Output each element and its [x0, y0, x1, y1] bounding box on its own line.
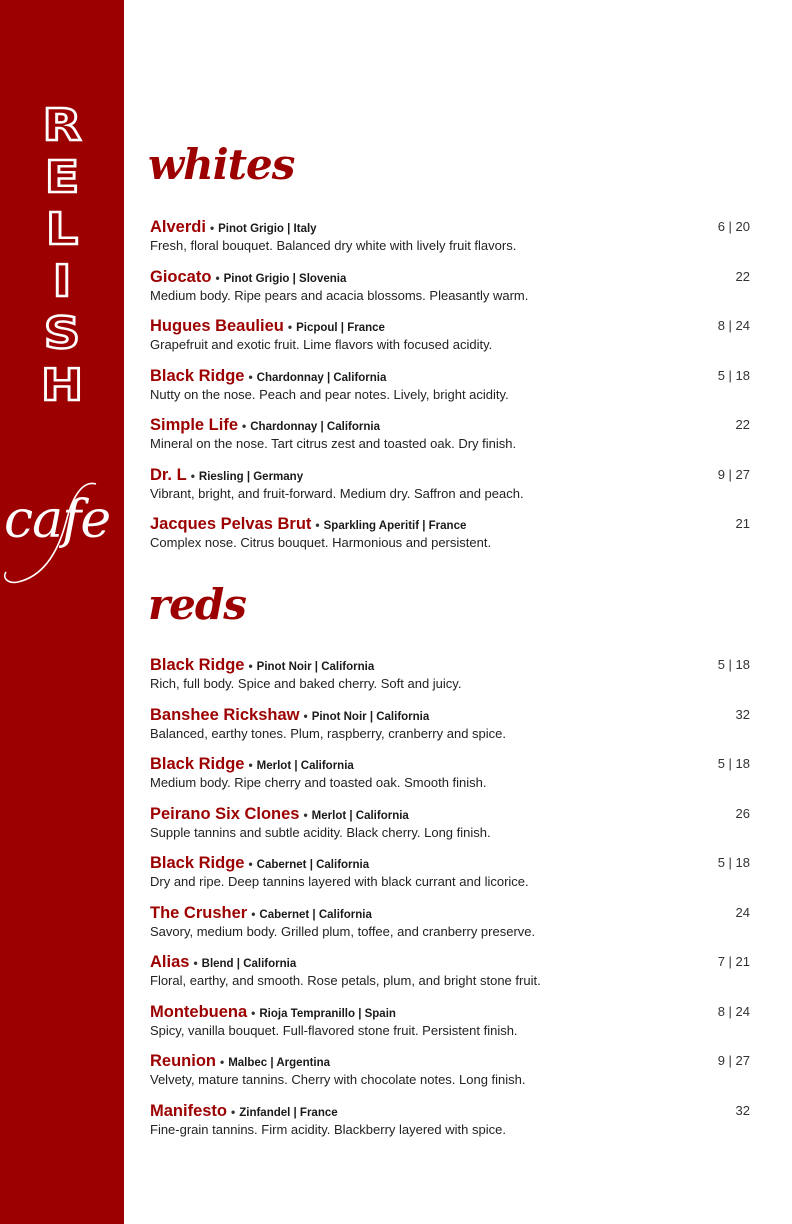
- wine-title-line: [150, 1102, 338, 1121]
- wine-item: [150, 416, 750, 466]
- wine-item: [150, 367, 750, 417]
- brand-letter: R: [42, 100, 82, 151]
- bullet-icon: •: [303, 807, 308, 822]
- wine-price: 5 | 18: [717, 367, 750, 383]
- wine-varietal: Picpoul | France: [296, 322, 385, 334]
- wine-varietal: Malbec | Argentina: [228, 1057, 331, 1069]
- reds-list: [150, 656, 750, 1151]
- wine-name: Reunion: [150, 1052, 216, 1070]
- wine-title-line: [150, 1003, 396, 1022]
- wine-item: [150, 953, 750, 1003]
- wine-name: Hugues Beaulieu: [150, 317, 284, 335]
- wine-item: [150, 854, 750, 904]
- wine-varietal: Merlot | California: [256, 760, 354, 772]
- wine-price: 6 | 20: [717, 219, 750, 234]
- wine-price: 24: [735, 904, 750, 920]
- wine-name: The Crusher: [150, 903, 248, 922]
- wine-varietal: Pinot Noir | California: [311, 710, 430, 723]
- wine-description: Mineral on the nose. Tart citrus zest and toasted oak. Dry finish.: [150, 436, 517, 451]
- bullet-icon: •: [248, 857, 253, 871]
- wine-item: [150, 1102, 750, 1152]
- wine-item: [150, 805, 750, 855]
- whites-list: [150, 218, 750, 565]
- bullet-icon: •: [287, 320, 293, 334]
- wine-title-line: [150, 805, 409, 824]
- wine-name: Black Ridge: [150, 854, 245, 872]
- wine-price: 32: [735, 706, 750, 722]
- wine-title-line: [150, 317, 385, 336]
- wine-description: Supple tannins and subtle acidity. Black cherry. Long finish.: [150, 824, 491, 840]
- wine-description: Nutty on the nose. Peach and pear notes. Lively, bright acidity.: [150, 386, 509, 402]
- wine-description: Velvety, mature tannins. Cherry with chocolate notes. Long finish.: [150, 1072, 526, 1087]
- wine-description: Rich, full body. Spice and baked cherry. Soft and juicy.: [150, 676, 462, 691]
- wine-varietal: Chardonnay | California: [256, 371, 387, 384]
- wine-name: Dr. L: [150, 465, 187, 484]
- wine-price: 22: [735, 417, 750, 432]
- wine-varietal: Rioja Tempranillo | Spain: [259, 1007, 396, 1020]
- wine-title-line: [150, 755, 354, 774]
- wine-price: 5 | 18: [717, 756, 750, 771]
- wine-varietal: Pinot Grigio | Italy: [218, 223, 317, 235]
- brand-script-logo: [0, 478, 124, 588]
- bullet-icon: •: [190, 468, 195, 483]
- wine-name: Montebuena: [150, 1002, 248, 1021]
- wine-name: Peirano Six Clones: [150, 804, 300, 823]
- wine-title-line: [150, 1052, 330, 1071]
- bullet-icon: •: [303, 708, 308, 723]
- brand-letter: E: [44, 152, 80, 203]
- wine-name: Alverdi: [150, 218, 206, 236]
- wine-description: Floral, earthy, and smooth. Rose petals, plum, and bright stone fruit.: [150, 973, 541, 988]
- brand-letter: H: [40, 360, 84, 411]
- wine-name: Simple Life: [150, 416, 239, 434]
- wine-varietal: Pinot Noir | California: [256, 661, 375, 673]
- wine-title-line: [150, 268, 346, 287]
- wine-title-line: [150, 904, 372, 923]
- wine-name: Jacques Pelvas Brut: [150, 515, 312, 533]
- wine-price: 32: [735, 1102, 750, 1118]
- brand-letter: L: [45, 204, 79, 255]
- bullet-icon: •: [242, 419, 247, 433]
- bullet-icon: •: [248, 758, 253, 772]
- wine-varietal: Zinfandel | France: [239, 1106, 338, 1119]
- wine-description: Balanced, earthy tones. Plum, raspberry, cranberry and spice.: [150, 725, 506, 741]
- wine-title-line: [150, 466, 303, 485]
- wine-description: Fine-grain tannins. Firm acidity. Blackberry layered with spice.: [150, 1121, 506, 1137]
- bullet-icon: •: [193, 956, 198, 970]
- wine-name: Black Ridge: [150, 755, 245, 773]
- wine-item: [150, 656, 750, 706]
- wine-price: 9 | 27: [717, 466, 750, 482]
- section-heading-reds: reds: [148, 580, 246, 629]
- wine-name: Alias: [150, 953, 190, 971]
- wine-varietal: Cabernet | California: [256, 859, 370, 871]
- wine-item: [150, 904, 750, 954]
- wine-varietal: Merlot | California: [311, 809, 409, 822]
- wine-price: 8 | 24: [717, 1003, 750, 1019]
- wine-price: 26: [735, 805, 750, 821]
- wine-price: 21: [735, 516, 750, 531]
- wine-varietal: Sparkling Aperitif | France: [323, 520, 467, 532]
- wine-varietal: Blend | California: [201, 958, 297, 970]
- wine-description: Fresh, floral bouquet. Balanced dry white with lively fruit flavors.: [150, 238, 517, 253]
- wine-item: [150, 466, 750, 516]
- wine-description: Vibrant, bright, and fruit-forward. Medium dry. Saffron and peach.: [150, 485, 524, 501]
- wine-item: [150, 1052, 750, 1102]
- brand-wordmark: [0, 100, 124, 412]
- wine-title-line: [150, 854, 369, 873]
- bullet-icon: •: [248, 369, 253, 384]
- wine-title-line: [150, 416, 380, 435]
- wine-item: [150, 755, 750, 805]
- bullet-icon: •: [220, 1055, 225, 1069]
- bullet-icon: •: [251, 906, 256, 921]
- wine-name: Giocato: [150, 267, 212, 286]
- wine-price: 5 | 18: [717, 855, 750, 870]
- wine-price: 22: [735, 268, 750, 284]
- wine-description: Savory, medium body. Grilled plum, toffee, and cranberry preserve.: [150, 923, 536, 939]
- wine-varietal: Riesling | Germany: [198, 470, 304, 483]
- wine-title-line: [150, 706, 429, 725]
- wine-description: Complex nose. Citrus bouquet. Harmonious and persistent.: [150, 535, 492, 550]
- wine-varietal: Cabernet | California: [259, 908, 372, 921]
- wine-description: Spicy, vanilla bouquet. Full-flavored stone fruit. Persistent finish.: [150, 1022, 518, 1038]
- wine-title-line: [150, 656, 374, 675]
- wine-title-line: [150, 515, 466, 534]
- bullet-icon: •: [231, 1104, 236, 1119]
- bullet-icon: •: [251, 1005, 256, 1020]
- brand-script-text: cafe: [4, 490, 111, 550]
- wine-varietal: Pinot Grigio | Slovenia: [223, 272, 347, 285]
- brand-letter: S: [43, 308, 81, 359]
- wine-name: Black Ridge: [150, 366, 245, 385]
- brand-letter: I: [52, 256, 72, 307]
- wine-price: 8 | 24: [717, 318, 750, 333]
- bullet-icon: •: [209, 221, 215, 235]
- wine-price: 7 | 21: [717, 954, 750, 969]
- wine-item: [150, 218, 750, 268]
- bullet-icon: •: [248, 659, 253, 673]
- wine-name: Banshee Rickshaw: [150, 705, 300, 724]
- brand-sidebar: [0, 0, 124, 1224]
- section-heading-whites: whites: [148, 140, 295, 189]
- wine-name: Manifesto: [150, 1101, 228, 1120]
- wine-title-line: [150, 953, 296, 972]
- wine-item: [150, 1003, 750, 1053]
- wine-description: Grapefruit and exotic fruit. Lime flavors with focused acidity.: [150, 337, 493, 352]
- wine-name: Black Ridge: [150, 656, 245, 674]
- wine-item: [150, 268, 750, 318]
- wine-item: [150, 706, 750, 756]
- wine-item: [150, 515, 750, 565]
- bullet-icon: •: [315, 518, 320, 532]
- wine-item: [150, 317, 750, 367]
- wine-title-line: [150, 218, 317, 237]
- wine-title-line: [150, 367, 386, 386]
- wine-price: 5 | 18: [717, 657, 750, 672]
- wine-description: Medium body. Ripe pears and acacia blossoms. Pleasantly warm.: [150, 287, 529, 303]
- wine-varietal: Chardonnay | California: [250, 421, 380, 433]
- wine-description: Medium body. Ripe cherry and toasted oak. Smooth finish.: [150, 775, 487, 790]
- wine-description: Dry and ripe. Deep tannins layered with black currant and licorice.: [150, 874, 529, 889]
- bullet-icon: •: [215, 270, 220, 285]
- wine-price: 9 | 27: [717, 1053, 750, 1068]
